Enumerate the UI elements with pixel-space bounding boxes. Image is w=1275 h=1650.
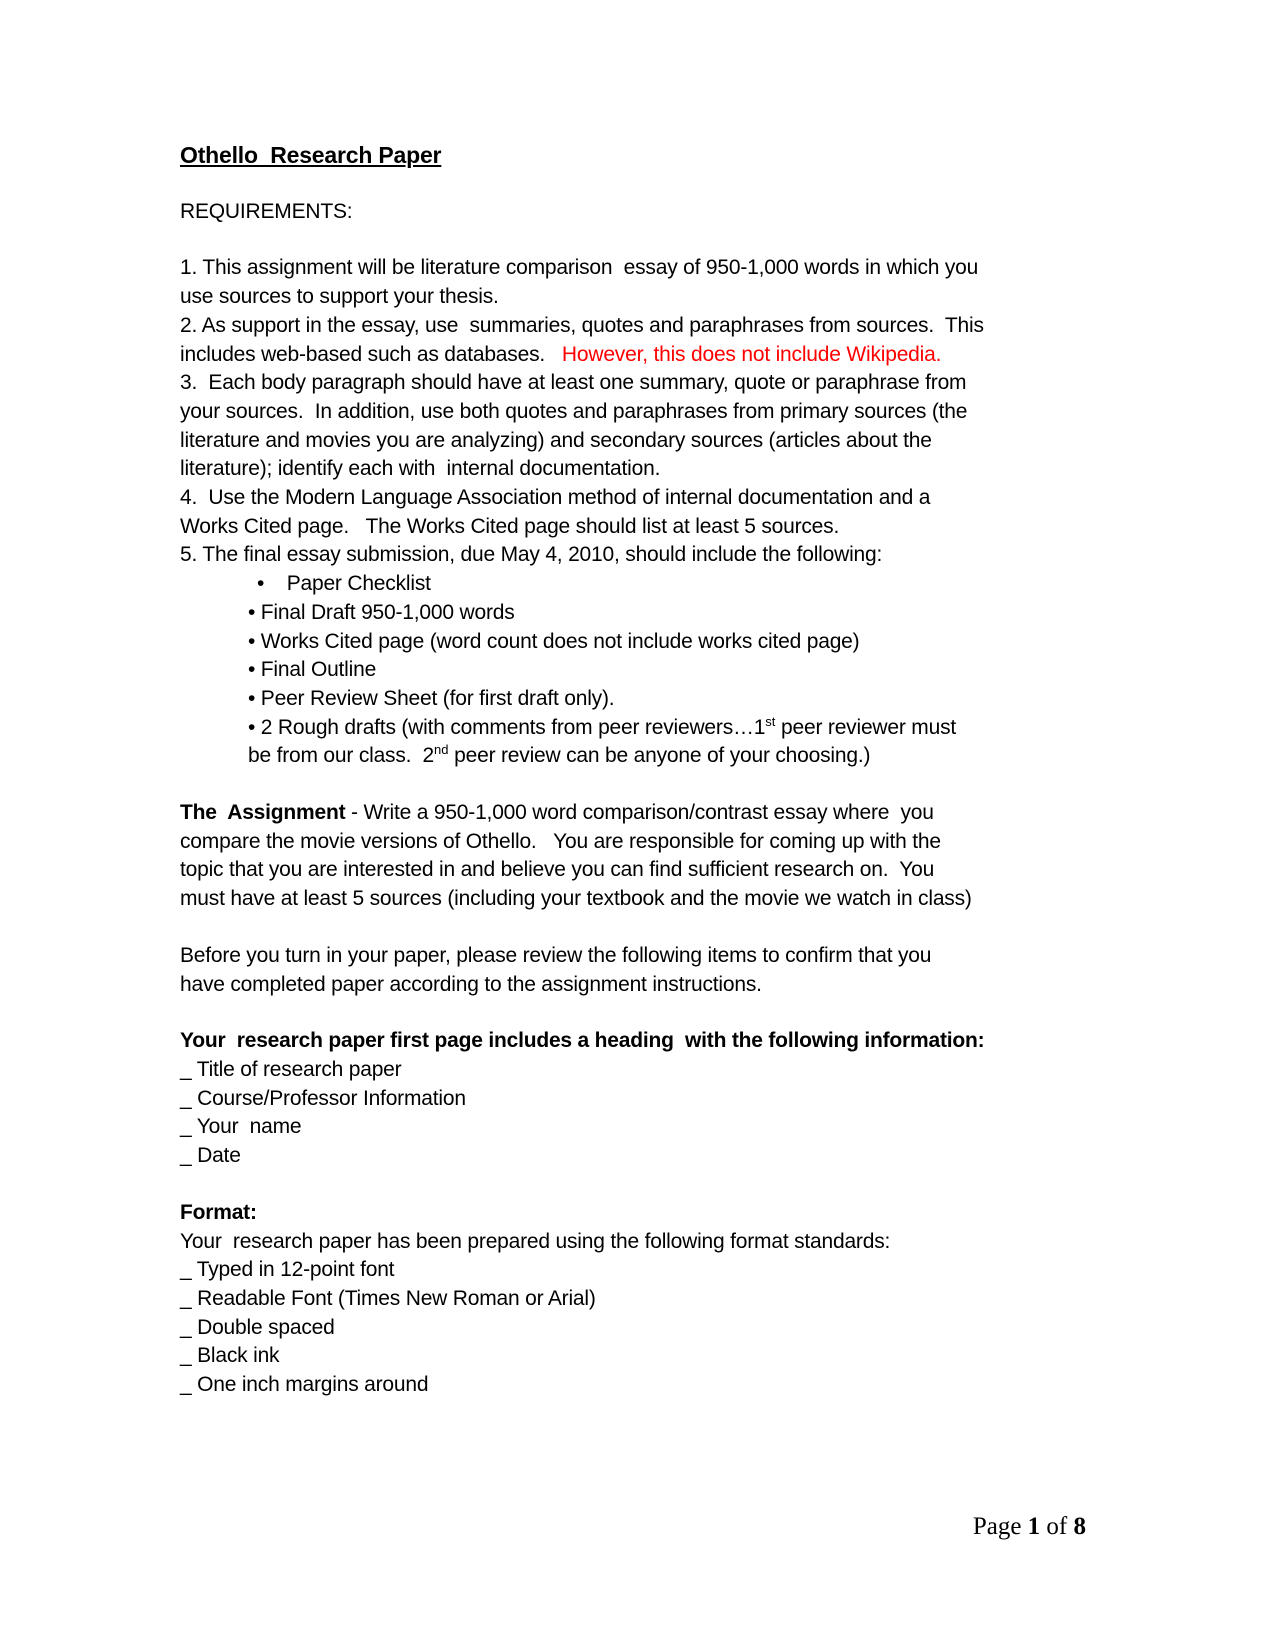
doc-line: [180, 599, 1042, 628]
text-run: peer review can be anyone of your choosing.): [448, 744, 871, 768]
doc-line: [180, 1027, 1042, 1056]
doc-line: [180, 141, 1042, 170]
text-run: • Final Outline: [248, 658, 377, 682]
doc-line: [180, 1285, 1042, 1314]
document-content: [180, 141, 1042, 1400]
text-run: includes web-based such as databases.: [180, 342, 562, 366]
text-run: Format:: [180, 1200, 257, 1224]
text-run: The Assignment: [180, 801, 346, 825]
text-run: • 2 Rough drafts (with comments from peer reviewers…1: [248, 715, 766, 739]
text-run: 4. Use the Modern Language Association method of internal documentation and a: [180, 486, 931, 510]
doc-line: [180, 283, 1042, 312]
text-run: _ Typed in 12-point font: [180, 1258, 395, 1282]
text-run: _ Readable Font (Times New Roman or Arial): [180, 1286, 596, 1310]
text-run: your sources. In addition, use both quotes and paraphrases from primary sources (the: [180, 399, 968, 423]
doc-line: [180, 513, 1042, 542]
text-run: • Peer Review Sheet (for first draft only).: [248, 686, 615, 710]
text-run: 2. As support in the essay, use summaries, quotes and paraphrases from sources. This: [180, 313, 984, 337]
doc-line: [180, 1342, 1042, 1371]
text-run: peer reviewer must: [775, 715, 957, 739]
doc-line: [180, 427, 1042, 456]
footer-page-total: 8: [1073, 1513, 1086, 1540]
doc-line: [180, 856, 1042, 885]
doc-line: [180, 1256, 1042, 1285]
doc-line: [180, 398, 1042, 427]
doc-line: [180, 484, 1042, 513]
doc-line: [180, 1113, 1042, 1142]
doc-line: [180, 341, 1042, 370]
text-run: Your research paper has been prepared using the following format standards:: [180, 1229, 891, 1253]
text-run: Your research paper first page includes a heading with the following information:: [180, 1029, 985, 1053]
text-run: literature); identify each with internal documentation.: [180, 457, 661, 481]
text-run: _ Date: [180, 1144, 241, 1168]
doc-line: [180, 254, 1042, 283]
doc-line: [180, 1314, 1042, 1343]
superscript-text: nd: [434, 742, 449, 758]
doc-line: [180, 656, 1042, 685]
doc-line: [180, 1142, 1042, 1171]
review-note: [180, 942, 1042, 999]
text-run: _ One inch margins around: [180, 1373, 429, 1397]
text-run: compare the movie versions of Othello. You are responsible for coming up with the: [180, 829, 941, 853]
doc-line: [180, 570, 1042, 599]
text-run: Before you turn in your paper, please review the following items to confirm that you: [180, 943, 932, 967]
text-run: must have at least 5 sources (including your textbook and the movie we watch in class): [180, 887, 972, 911]
text-run: • Works Cited page (word count does not include works cited page): [248, 629, 860, 653]
text-run: be from our class. 2: [248, 744, 435, 768]
doc-line: [180, 742, 1042, 771]
doc-line: [180, 198, 1042, 227]
text-run: - Write a 950-1,000 word comparison/contrast essay where you: [345, 801, 934, 825]
text-run: • Final Draft 950-1,000 words: [248, 600, 515, 624]
page-footer: [973, 1513, 1086, 1541]
superscript-text: st: [765, 713, 776, 729]
text-run: _ Title of research paper: [180, 1057, 402, 1081]
title: [180, 141, 1042, 170]
text-run: _ Black ink: [180, 1344, 280, 1368]
requirements-list: [180, 254, 1042, 771]
red-emphasis-text: However, this does not include Wikipedia.: [561, 342, 942, 366]
footer-page-label: Page: [972, 1513, 1028, 1540]
doc-line: [180, 312, 1042, 341]
text-run: REQUIREMENTS:: [180, 199, 353, 223]
text-run: topic that you are interested in and believe you can find sufficient research on. You: [180, 858, 935, 882]
doc-line: [180, 1199, 1042, 1228]
doc-line: [180, 971, 1042, 1000]
footer-page-number: 1: [1027, 1513, 1041, 1540]
doc-line: [180, 714, 1042, 743]
doc-line: [180, 828, 1042, 857]
text-run: • Paper Checklist: [257, 572, 431, 596]
text-run: use sources to support your thesis.: [180, 285, 499, 309]
doc-line: [180, 1228, 1042, 1257]
format-checklist: [180, 1199, 1042, 1400]
doc-line: [180, 541, 1042, 570]
text-run: have completed paper according to the assignment instructions.: [180, 972, 762, 996]
assignment-paragraph: [180, 799, 1042, 914]
doc-line: [180, 1085, 1042, 1114]
requirements-label: [180, 198, 1042, 227]
text-run: 5. The final essay submission, due May 4, 2010, should include the following:: [180, 543, 883, 567]
text-run: Othello Research Paper: [180, 142, 442, 168]
doc-line: [180, 1371, 1042, 1400]
doc-line: [180, 942, 1042, 971]
doc-line: [180, 685, 1042, 714]
doc-line: [180, 628, 1042, 657]
text-run: _ Course/Professor Information: [180, 1086, 466, 1110]
text-run: 1. This assignment will be literature comparison essay of 950-1,000 words in which you: [180, 256, 979, 280]
text-run: _ Double spaced: [180, 1315, 335, 1339]
text-run: _ Your name: [180, 1115, 302, 1139]
doc-line: [180, 455, 1042, 484]
text-run: 3. Each body paragraph should have at least one summary, quote or paraphrase from: [180, 371, 967, 395]
doc-line: [180, 1056, 1042, 1085]
footer-of-label: of: [1040, 1513, 1074, 1540]
text-run: Works Cited page. The Works Cited page should list at least 5 sources.: [180, 514, 840, 538]
text-run: literature and movies you are analyzing) and secondary sources (articles about the: [180, 428, 932, 452]
heading-checklist: [180, 1027, 1042, 1171]
doc-line: [180, 369, 1042, 398]
doc-line: [180, 885, 1042, 914]
doc-line: [180, 799, 1042, 828]
